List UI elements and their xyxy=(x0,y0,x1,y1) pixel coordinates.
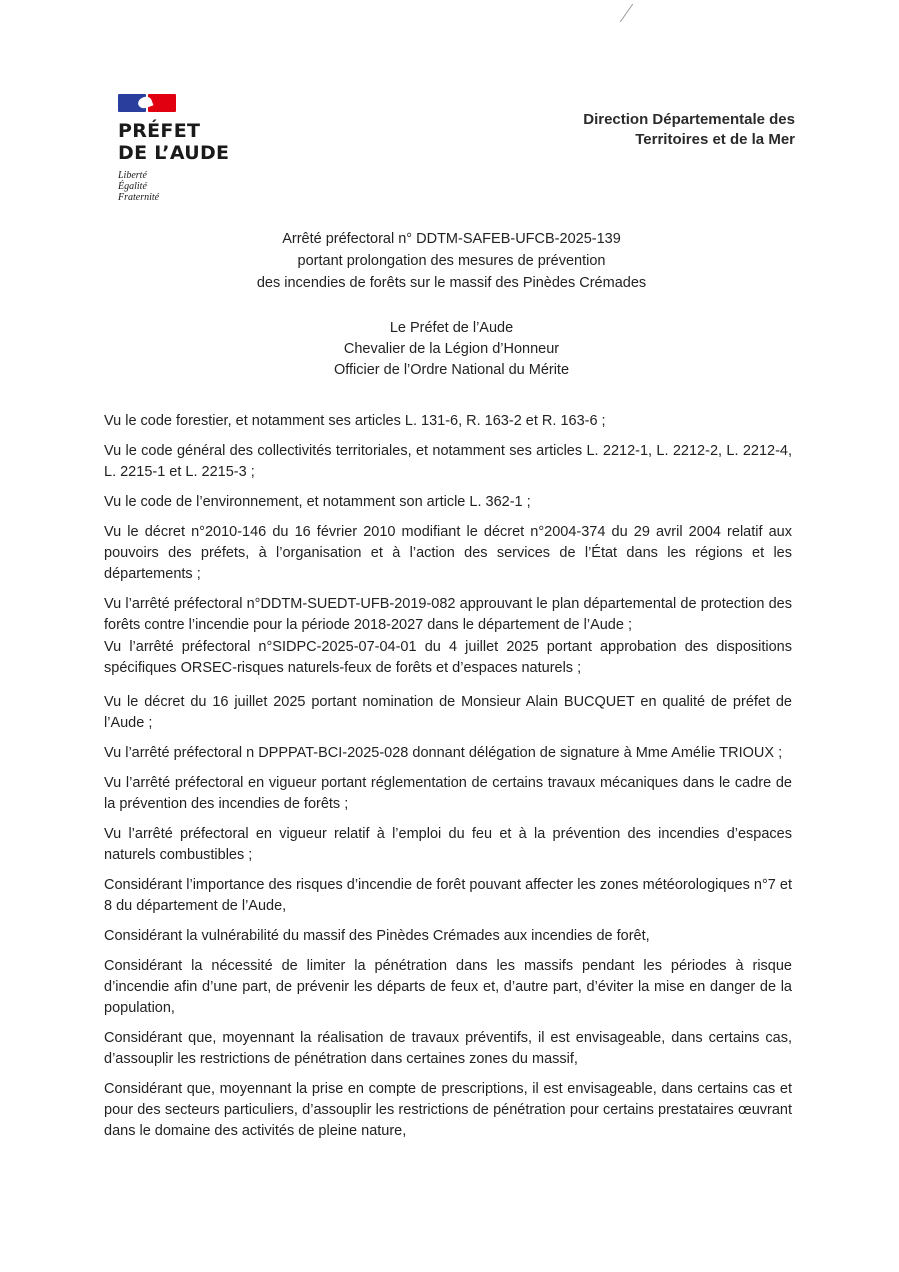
paragraph-vu-decret-nomination: Vu le décret du 16 juillet 2025 portant nomination de Monsieur Alain BUCQUET en qualité de préfet de l’Aude ; xyxy=(104,694,792,731)
motto-egalite: Égalité xyxy=(118,181,147,192)
prefect-line-1: Le Préfet de l’Aude xyxy=(389,320,514,336)
direction-line-2: Territoires et de la Mer xyxy=(635,131,795,148)
paragraph-considerant-travaux: Considérant que, moyennant la réalisation de travaux préventifs, il est envisageable, dans certains cas, d’assouplir les restrictions de pénétration dans certaines zones du massif, xyxy=(104,1030,792,1067)
logo-line-1: PRÉFET xyxy=(118,120,201,142)
paragraph-vu-arrete-pdpfci: Vu l’arrêté préfectoral n°DDTM-SUEDT-UFB-2019-082 approuvant le plan départemental de protection des forêts contre l’incendie pour la période 2018-2027 dans le département de l’Aude ; xyxy=(104,596,792,633)
motto-liberte: Liberté xyxy=(118,170,147,181)
paragraph-vu-arrete-travaux: Vu l’arrêté préfectoral en vigueur portant réglementation de certains travaux mécaniques dans le cadre de la prévention des incendies de forêts ; xyxy=(104,775,792,812)
paragraph-vu-arrete-orsec: Vu l’arrêté préfectoral n°SIDPC-2025-07-04-01 du 4 juillet 2025 portant approbation des dispositions spécifiques ORSEC-risques naturels-feux de forêts et d’espaces naturels ; xyxy=(104,639,792,676)
paragraph-considerant-risques: Considérant l’importance des risques d’incendie de forêt pouvant affecter les zones météorologiques n°7 et 8 du département de l’Aude, xyxy=(104,877,792,914)
paragraph-vu-arrete-delegation: Vu l’arrêté préfectoral n DPPPAT-BCI-2025-028 donnant délégation de signature à Mme Amélie TRIOUX ; xyxy=(104,745,783,761)
paragraph-vu-arrete-feu: Vu l’arrêté préfectoral en vigueur relatif à l’emploi du feu et à la prévention des incendies d’espaces naturels combustibles ; xyxy=(104,826,792,863)
decree-body xyxy=(104,411,792,1142)
prefecture-logo xyxy=(118,94,258,203)
prefect-line-3: Officier de l’Ordre National du Mérite xyxy=(333,362,570,378)
logo-title xyxy=(118,120,258,164)
prefect-line-2: Chevalier de la Légion d’Honneur xyxy=(343,341,560,357)
direction-line-1: Direction Départementale des xyxy=(583,111,795,128)
prefect-titles xyxy=(103,318,800,381)
pen-mark xyxy=(620,4,633,23)
marianne-flag-icon xyxy=(118,94,176,114)
motto-fraternite: Fraternité xyxy=(118,192,160,203)
decree-title-line-1: Arrêté préfectoral n° DDTM-SAFEB-UFCB-2025-139 xyxy=(282,231,621,247)
paragraph-vu-code-environnement: Vu le code de l’environnement, et notamment son article L. 362-1 ; xyxy=(104,494,531,510)
issuing-direction xyxy=(583,110,795,150)
paragraph-vu-cgct: Vu le code général des collectivités territoriales, et notamment ses articles L. 2212-1, L. 2212-2, L. 2212-4, L. 2215-1 et L. 2215-3 ; xyxy=(104,443,792,480)
decree-title-line-2: portant prolongation des mesures de prévention xyxy=(297,253,606,269)
paragraph-considerant-prestataires: Considérant que, moyennant la prise en compte de prescriptions, il est envisageable, dans certains cas et pour des secteurs particuliers, d’assouplir les restrictions de pénétration pour certains prestataires œuvrant dans le domaine des activités de pleine nature, xyxy=(104,1081,792,1139)
paragraph-vu-code-forestier: Vu le code forestier, et notamment ses articles L. 131-6, R. 163-2 et R. 163-6 ; xyxy=(104,413,606,429)
paragraph-vu-decret-2010: Vu le décret n°2010-146 du 16 février 2010 modifiant le décret n°2004-374 du 29 avril 2004 relatif aux pouvoirs des préfets, à l’organisation et à l’action des services de l’État dans les régions et les départements ; xyxy=(104,524,792,582)
republic-motto xyxy=(118,170,258,203)
paragraph-considerant-penetration: Considérant la nécessité de limiter la pénétration dans les massifs pendant les périodes à risque d’incendie afin d’une part, de prévenir les départs de feux et, d’autre part, d’éviter la mise en danger de la population, xyxy=(104,958,792,1016)
logo-line-2: DE L’AUDE xyxy=(118,142,230,164)
paragraph-considerant-vulnerabilite: Considérant la vulnérabilité du massif des Pinèdes Crémades aux incendies de forêt, xyxy=(104,928,650,944)
decree-title xyxy=(103,228,800,294)
decree-title-line-3: des incendies de forêts sur le massif des Pinèdes Crémades xyxy=(256,275,647,291)
